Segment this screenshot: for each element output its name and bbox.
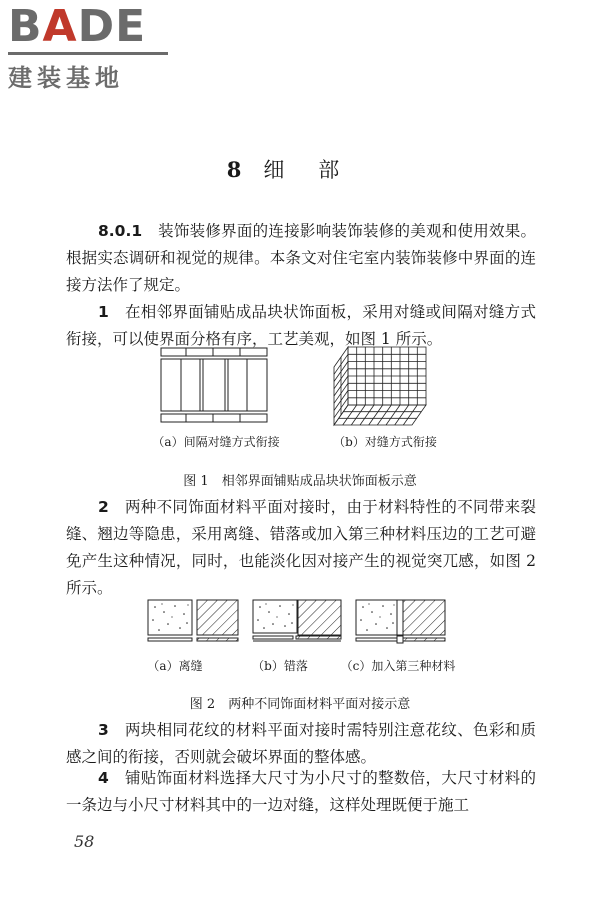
item-3-paragraph: [66, 717, 536, 771]
figure-2b-caption: （b）错落: [252, 659, 308, 673]
figure-1a-interval-joint-diagram: [158, 345, 270, 425]
figure-1b-caption: （b）对缝方式衔接: [333, 435, 437, 449]
section-text: 装饰装修界面的连接影响装饰装修的美观和使用效果。根据实态调研和视觉的规律。本条文对住宅室内装饰装修中界面的连接方法作了规定。: [66, 222, 536, 294]
figure-2c-caption: （c）加入第三种材料: [340, 659, 456, 673]
logo-wordmark: BADE: [8, 1, 147, 52]
item-1-number: 1: [98, 303, 109, 321]
section-paragraph: [66, 218, 536, 299]
logo-subtitle: 建装基地: [8, 64, 124, 92]
item-1-paragraph: [66, 299, 536, 353]
item-4-number: 4: [98, 769, 109, 787]
figure-2a-caption: （a）离缝: [147, 659, 203, 673]
chapter-number: 8: [226, 157, 242, 182]
page-number: 58: [74, 832, 95, 851]
item-2-text: 两种不同饰面材料平面对接时，由于材料特性的不同带来裂缝、翘边等隐患，采用离缝、错落或加入第三种材料压边的工艺可避免产生这种情况，同时，也能淡化因对接产生的视觉突兀感，如图 2 所示。: [66, 498, 536, 597]
item-4-paragraph: [66, 765, 536, 819]
logo-divider: [8, 52, 168, 55]
figure-1a-caption: （a）间隔对缝方式衔接: [152, 435, 280, 449]
item-2-number: 2: [98, 498, 109, 516]
figure-1-caption: 图 1 相邻界面铺贴成品块状饰面板示意: [183, 474, 417, 489]
item-3-number: 3: [98, 721, 109, 739]
figure-2-material-joint-diagrams: [140, 598, 460, 650]
chapter-title: [0, 154, 600, 184]
item-4-text: 铺贴饰面材料选择大尺寸为小尺寸的整数倍，大尺寸材料的一条边与小尺寸材料其中的一边对缝，这样处理既便于施工: [66, 769, 536, 814]
chapter-name: 细部: [263, 158, 374, 182]
bade-logo: [8, 1, 178, 92]
item-2-paragraph: [66, 494, 536, 602]
figure-1b-butt-joint-diagram: [330, 343, 440, 433]
section-number: 8.0.1: [98, 222, 143, 240]
item-3-text: 两块相同花纹的材料平面对接时需特别注意花纹、色彩和质感之间的衔接，否则就会破坏界面的整体感。: [66, 721, 536, 766]
item-1-text: 在相邻界面铺贴成品块状饰面板，采用对缝或间隔对缝方式衔接，可以使界面分格有序，工艺美观，如图 1 所示。: [66, 303, 536, 348]
figure-2-caption: 图 2 两种不同饰面材料平面对接示意: [189, 697, 411, 712]
